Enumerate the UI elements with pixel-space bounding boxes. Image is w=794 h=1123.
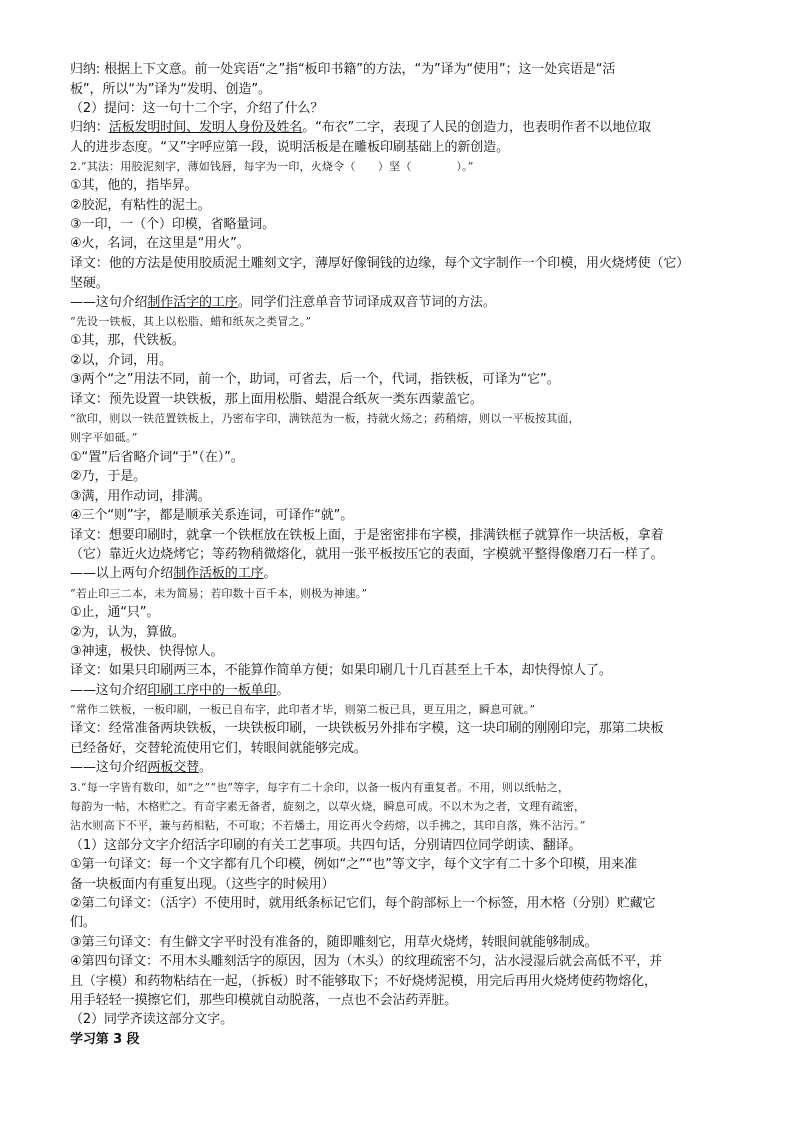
text-line — [70, 564, 730, 584]
text-line — [70, 196, 730, 216]
text-span: 译文：他的方法是使用胶质泥土雕刻文字，薄厚好像铜钱的边缘，每个文字制作一个印模，用火烧烤使（它） — [70, 256, 690, 271]
classical-text-line — [70, 312, 730, 332]
text-line — [70, 138, 730, 158]
text-line — [70, 1010, 730, 1030]
text-span: （它）靠近火边烧烤它；等药物稍微熔化，就用一张平板按压它的表面，字模就平整得像磨刀石一样了。 — [70, 547, 664, 562]
text-line — [70, 448, 730, 468]
text-span: ①其，他的，指毕昇。 — [70, 178, 198, 193]
text-line — [70, 80, 730, 100]
text-span: 归纳： — [70, 120, 109, 135]
text-span: （1）这部分文字介绍活字印刷的有关工艺事项。共四句话，分别请四位同学朗读、翻译。 — [70, 838, 582, 853]
text-span: 用手轻轻一摸擦它们，那些印模就自动脱落，一点也不会沾药弄脏。 — [70, 993, 458, 1008]
text-line — [70, 351, 730, 371]
text-line — [70, 661, 730, 681]
text-span: ①“置”后省略介词“于”（在）”。 — [70, 450, 244, 465]
text-span: 译文：如果只印刷两三本，不能算作简单方便；如果印刷几十几百甚至上千本，却快得惊人了。 — [70, 663, 612, 678]
text-line — [70, 331, 730, 351]
text-span: ——这句介绍 — [70, 683, 148, 698]
text-span: 们。 — [70, 915, 96, 930]
text-span: 沾水则高下不平，兼与药相粘，不可取；不若燔土，用讫再火令药熔，以手拂之，其印自落，殊不沾污。” — [70, 819, 586, 832]
text-span: ④第四句译文：不用木头雕刻活字的原因，因为（木头）的纹理疏密不匀，沾水浸湿后就会高低不平，并 — [70, 954, 663, 969]
text-span: “先设一铁板，其上以松脂、蜡和纸灰之类冒之。” — [70, 315, 312, 328]
text-span: 译文：经常准备两块铁板，一块铁板印刷，一块铁板另外排布字模，这一块印刷的刚刚印完，那第二块板 — [70, 721, 664, 736]
text-line — [70, 875, 730, 895]
text-span: ②乃，于是。 — [70, 469, 147, 484]
text-line — [70, 118, 730, 138]
text-line — [70, 758, 730, 778]
text-line — [70, 913, 730, 933]
text-span: ——这句介绍 — [70, 295, 148, 310]
text-span: ④三个“则”字，都是顺承关系连词，可译作“就”。 — [70, 508, 354, 523]
text-line — [70, 293, 730, 313]
text-span: 。 — [199, 760, 212, 775]
text-span: 译文：想要印刷时，就拿一个铁框放在铁板上面，于是密密排布字模，排满铁框子就算作一块活板，拿着 — [70, 528, 664, 543]
classical-text-line — [70, 816, 730, 836]
classical-text-line — [70, 778, 730, 798]
text-line — [70, 991, 730, 1011]
text-line — [70, 506, 730, 526]
section-heading — [70, 1030, 730, 1050]
text-line — [70, 99, 730, 119]
text-span: ③第三句译文：有生僻文字平时没有准备的，随即雕刻它，用草火烧烤，转眼间就能够制成。 — [70, 935, 598, 950]
text-span: 归纳: 根据上下文意。前一处宾语“之”指“板印书籍”的方法，“为”译为“使用”；这一处宾语是“活 — [70, 62, 616, 77]
underlined-text: 活板发明时间、发明人身份及姓名 — [108, 120, 303, 135]
text-line — [70, 855, 730, 875]
text-line — [70, 390, 730, 410]
text-span: ③神速，极快、快得惊人。 — [70, 644, 224, 659]
classical-text-line — [70, 584, 730, 604]
text-span: 。同学们注意单音节词译成双音节词的方法。 — [237, 295, 496, 310]
text-span: 。“布衣”二字，表现了人民的创造力，也表明作者不以地位取 — [302, 120, 651, 135]
underlined-text: 制作活板的工序 — [173, 566, 264, 581]
text-line — [70, 467, 730, 487]
text-line — [70, 933, 730, 953]
text-line — [70, 681, 730, 701]
text-span: ②胶泥，有粘性的泥土。 — [70, 198, 211, 213]
text-line — [70, 234, 730, 254]
classical-text-line — [70, 700, 730, 720]
text-line — [70, 545, 730, 565]
text-span: （2）提问：这一句十二个字，介绍了什么？ — [70, 101, 324, 116]
text-span: 3.“每一字皆有数印，如“之”“也”等字，每字有二十余印，以备一板内有重复者。不用，则以纸帖之， — [70, 781, 570, 794]
text-span: 则字平如砥。” — [70, 431, 138, 444]
text-line — [70, 274, 730, 294]
text-line — [70, 215, 730, 235]
text-line — [70, 370, 730, 390]
text-line — [70, 642, 730, 662]
underlined-text: 两板交替 — [147, 760, 200, 775]
classical-text-line — [70, 409, 730, 429]
text-line — [70, 603, 730, 623]
text-line — [70, 719, 730, 739]
underlined-text: 印刷工序中的一板单印 — [147, 683, 277, 698]
text-line — [70, 739, 730, 759]
text-span: “欲印，则以一铁范置铁板上，乃密布字印，满铁范为一板，持就火炀之；药稍熔，则以一平板按其面， — [70, 412, 580, 425]
text-line — [70, 952, 730, 972]
classical-text-line — [70, 797, 730, 817]
text-span: ②以，介词，用。 — [70, 353, 172, 368]
text-line — [70, 254, 730, 274]
text-span: ③满，用作动词，排满。 — [70, 489, 211, 504]
text-span: ②为，认为，算做。 — [70, 625, 185, 640]
text-span: 且（字模）和药物粘结在一起，（拆板）时不能够取下；不好烧烤泥模，用完后再用火烧烤使药物熔化， — [70, 974, 657, 989]
text-span: ①止，通“只”。 — [70, 605, 160, 620]
text-span: ②第二句译文：（活字）不使用时，就用纸条标记它们，每个韵部标上一个标签，用木格（分别）贮藏它 — [70, 896, 656, 911]
text-span: ——以上两句介绍 — [70, 566, 174, 581]
text-line — [70, 60, 730, 80]
text-line — [70, 487, 730, 507]
text-line — [70, 623, 730, 643]
text-span: ③两个“之”用法不同，前一个，助词，可省去，后一个，代词，指铁板，可译为“它”。 — [70, 372, 560, 387]
text-span: 2.“其法：用胶泥刻字，薄如钱唇，每字为一印，火烧令（ ）坚（ ）。” — [70, 160, 474, 173]
text-span: ④火，名词，在这里是“用火”。 — [70, 236, 250, 251]
text-span: ①其，那，代铁板。 — [70, 333, 185, 348]
text-span: 板”，所以“为”译为“发明、创造”。 — [70, 82, 271, 97]
text-span: ③一印，一（个）印模，省略量词。 — [70, 217, 276, 232]
text-span: 备一块板面内有重复出现。（这些字的时候用） — [70, 877, 335, 892]
text-span: “若止印三二本，未为简易；若印数十百千本，则极为神速。” — [70, 587, 368, 600]
text-span: 译文：预先设置一块铁板，那上面用松脂、蜡混合纸灰一类东西蒙盖它。 — [70, 392, 483, 407]
text-span: 每韵为一帖，木格贮之。有奇字素无备者，旋刻之，以草火烧，瞬息可成。不以木为之者，文理有疏密， — [70, 800, 586, 813]
text-span: （2）同学齐读这部分文字。 — [70, 1012, 233, 1027]
text-span: “常作二铁板，一板印刷，一板已自布字，此印者才毕，则第二板已具，更互用之，瞬息可就。” — [70, 703, 536, 716]
text-span: 已经备好，交替轮流使用它们，转眼间就能够完成。 — [70, 741, 367, 756]
text-line — [70, 972, 730, 992]
text-span: 人的进步态度。“又”字呼应第一段，说明活板是在雕板印刷基础上的新创造。 — [70, 140, 509, 155]
text-span: 学习第 3 段 — [70, 1032, 140, 1047]
text-span: 。 — [263, 566, 277, 581]
text-line — [70, 176, 730, 196]
classical-text-line — [70, 157, 730, 177]
text-span: 坚硬。 — [70, 276, 109, 291]
classical-text-line — [70, 428, 730, 448]
text-span: ①第一句译文：每一个文字都有几个印模，例如“之”“也”等文字，每个文字有二十多个印模，用来准 — [70, 857, 637, 872]
text-line — [70, 894, 730, 914]
text-line — [70, 836, 730, 856]
text-span: ——这句介绍 — [70, 760, 148, 775]
text-span: 。 — [276, 683, 290, 698]
underlined-text: 制作活字的工序 — [147, 295, 238, 310]
text-line — [70, 526, 730, 546]
